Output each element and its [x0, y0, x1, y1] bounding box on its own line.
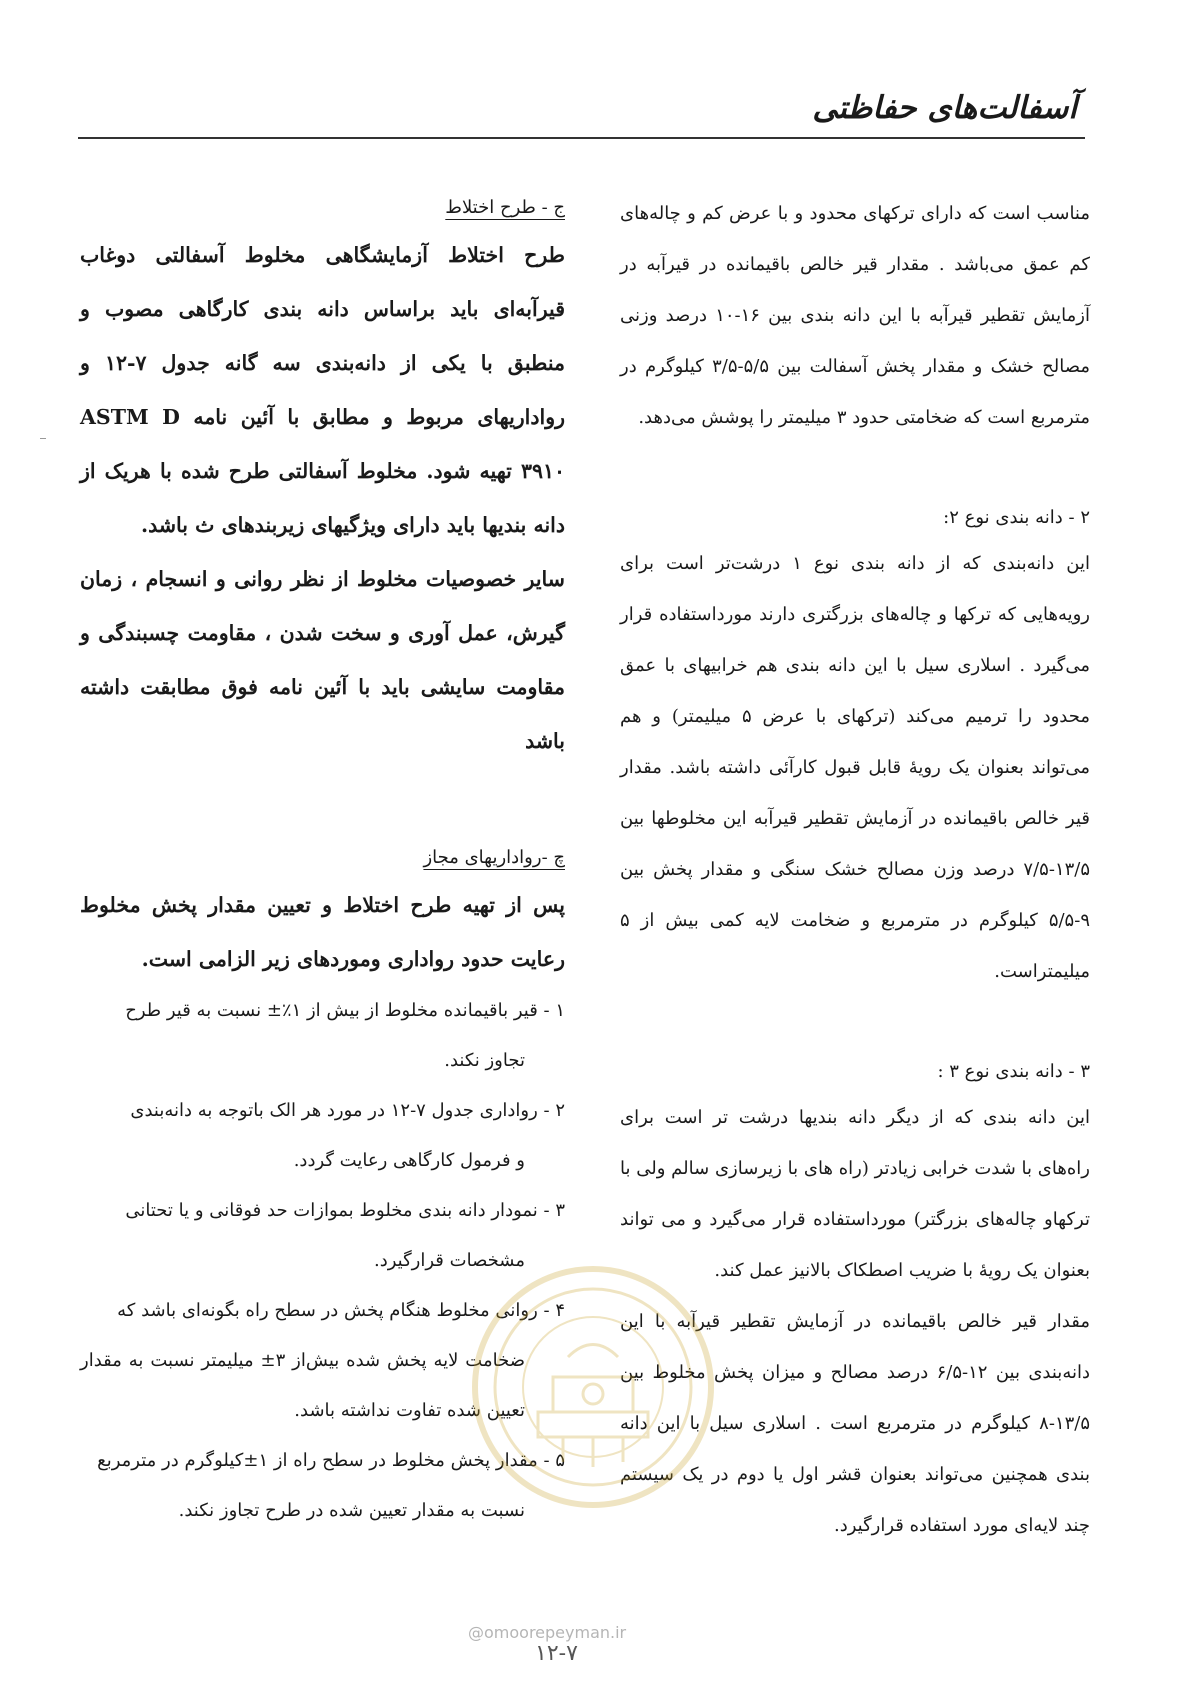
tolerance-heading: چ -رواداریهای مجاز: [423, 847, 565, 868]
list-item: ۱ - قیر باقیمانده مخلوط از بیش از ۱٪± نسبت به قیر طرح تجاوز نکند.: [125, 1000, 565, 1071]
header-title: آسفالت‌های حفاظتی: [812, 90, 1077, 126]
margin-mark: [40, 438, 46, 439]
page-number: ۱۲-۷: [535, 1641, 578, 1666]
header-rule: [78, 137, 1085, 139]
list-item: ۵ - مقدار پخش مخلوط در سطح راه از ۱±کیلوگرم در مترمربع نسبت به مقدار تعیین شده در طرح تجاوز نکند.: [97, 1450, 565, 1521]
mix-design-heading: ج - طرح اختلاط: [445, 197, 565, 218]
list-item: ۲ - رواداری جدول ۷-۱۲ در مورد هر الک باتوجه به دانه‌بندی و فرمول کارگاهی رعایت گردد.: [130, 1100, 565, 1171]
type2-paragraph: این دانه‌بندی که از دانه بندی نوع ۱ درشت‌تر است برای رویه‌هایی که ترکها و چاله‌های بزرگتری دارند مورداستفاده قرار می‌گیرد . اسلاری سیل با این دانه بندی هم خرابیهای با عمق محدود را ترمیم می‌کند (ترکهای با عرض ۵ میلیمتر) و هم می‌تواند بعنوان یک رویهٔ قابل قبول کارآئی داشته باشد. مقدار قیر خالص باقیمانده در آزمایش تقطیر قیرآبه این مخلوطها بین ۱۳/۵-۷/۵ درصد وزن مصالح خشک سنگی و مقدار پخش بین ۹-۵/۵ کیلوگرم در مترمربع و ضخامت لایه کمی بیش از ۵ میلیمتراست.: [620, 553, 1090, 982]
intro-paragraph: مناسب است که دارای ترکهای محدود و با عرض کم و چاله‌های کم عمق می‌باشد . مقدار قیر خالص باقیمانده در قیرآبه در آزمایش تقطیر قیرآبه با این دانه بندی بین ۱۶-۱۰ درصد وزنی مصالح خشک و مقدار پخش آسفالت بین ۵/۵-۳/۵ کیلوگرم در مترمربع است که ضخامتی حدود ۳ میلیمتر را پوشش می‌دهد.: [620, 203, 1090, 428]
type3-paragraph: این دانه بندی که از دیگر دانه بندیها درشت تر است برای راه‌های با شدت خرابی زیادتر (راه های با زیرسازی سالم ولی با ترکهاو چاله‌های بزرگتر) مورداستفاده قرار می‌گیرد و می تواند بعنوان یک رویهٔ با ضریب اصطکاک بالانیز عمل کند.: [620, 1107, 1090, 1281]
list-item: ۴ - روانی مخلوط هنگام پخش در سطح راه بگونه‌ای باشد که ضخامت لایه پخش شده بیش‌از ۳± میلیمتر نسبت به مقدار تعیین شده تفاوت نداشته باشد.: [80, 1300, 565, 1421]
type3-heading: ۳ - دانه بندی نوع ۳ :: [937, 1061, 1090, 1082]
mix-design-paragraph-2: سایر خصوصیات مخلوط از نظر روانی و انسجام ، زمان گیرش، عمل آوری و سخت شدن ، مقاومت چسبندگی و مقاومت سایشی باید با آئین نامه فوق مطابقت داشته باشد: [80, 567, 565, 753]
website-watermark: @omoorepeyman.ir: [468, 1623, 627, 1642]
type3-paragraph-2: مقدار قیر خالص باقیمانده در آزمایش تقطیر قیرآبه با این دانه‌بندی بین ۱۲-۶/۵ درصد مصالح و میزان پخش مخلوط بین ۱۳/۵-۸ کیلوگرم در مترمربع است . اسلاری سیل با این دانه بندی همچنین می‌تواند بعنوان قشر اول یا دوم در یک سیستم چند لایه‌ای مورد استفاده قرارگیرد.: [620, 1311, 1090, 1536]
list-item: ۳ - نمودار دانه بندی مخلوط بموازات حد فوقانی و یا تحتانی مشخصات قرارگیرد.: [125, 1200, 565, 1271]
type2-heading: ۲ - دانه بندی نوع ۲:: [943, 507, 1090, 528]
mix-design-paragraph: طرح اختلاط آزمایشگاهی مخلوط آسفالتی دوغاب قیرآبه‌ای باید براساس دانه بندی کارگاهی مصوب و منطبق با یکی از دانه‌بندی سه گانه جدول ۷-۱۲ و رواداریهای مربوط و مطابق با آئین نامه ASTM D ۳۹۱۰ تهیه شود. مخلوط آسفالتی طرح شده با هریک از دانه بندیها باید دارای ویژگیهای زیربندهای ث باشد.: [80, 243, 566, 537]
tolerance-paragraph: پس از تهیه طرح اختلاط و تعیین مقدار پخش مخلوط رعایت حدود رواداری وموردهای زیر الزامی است.: [80, 893, 565, 971]
seal-icon: [468, 1262, 718, 1512]
